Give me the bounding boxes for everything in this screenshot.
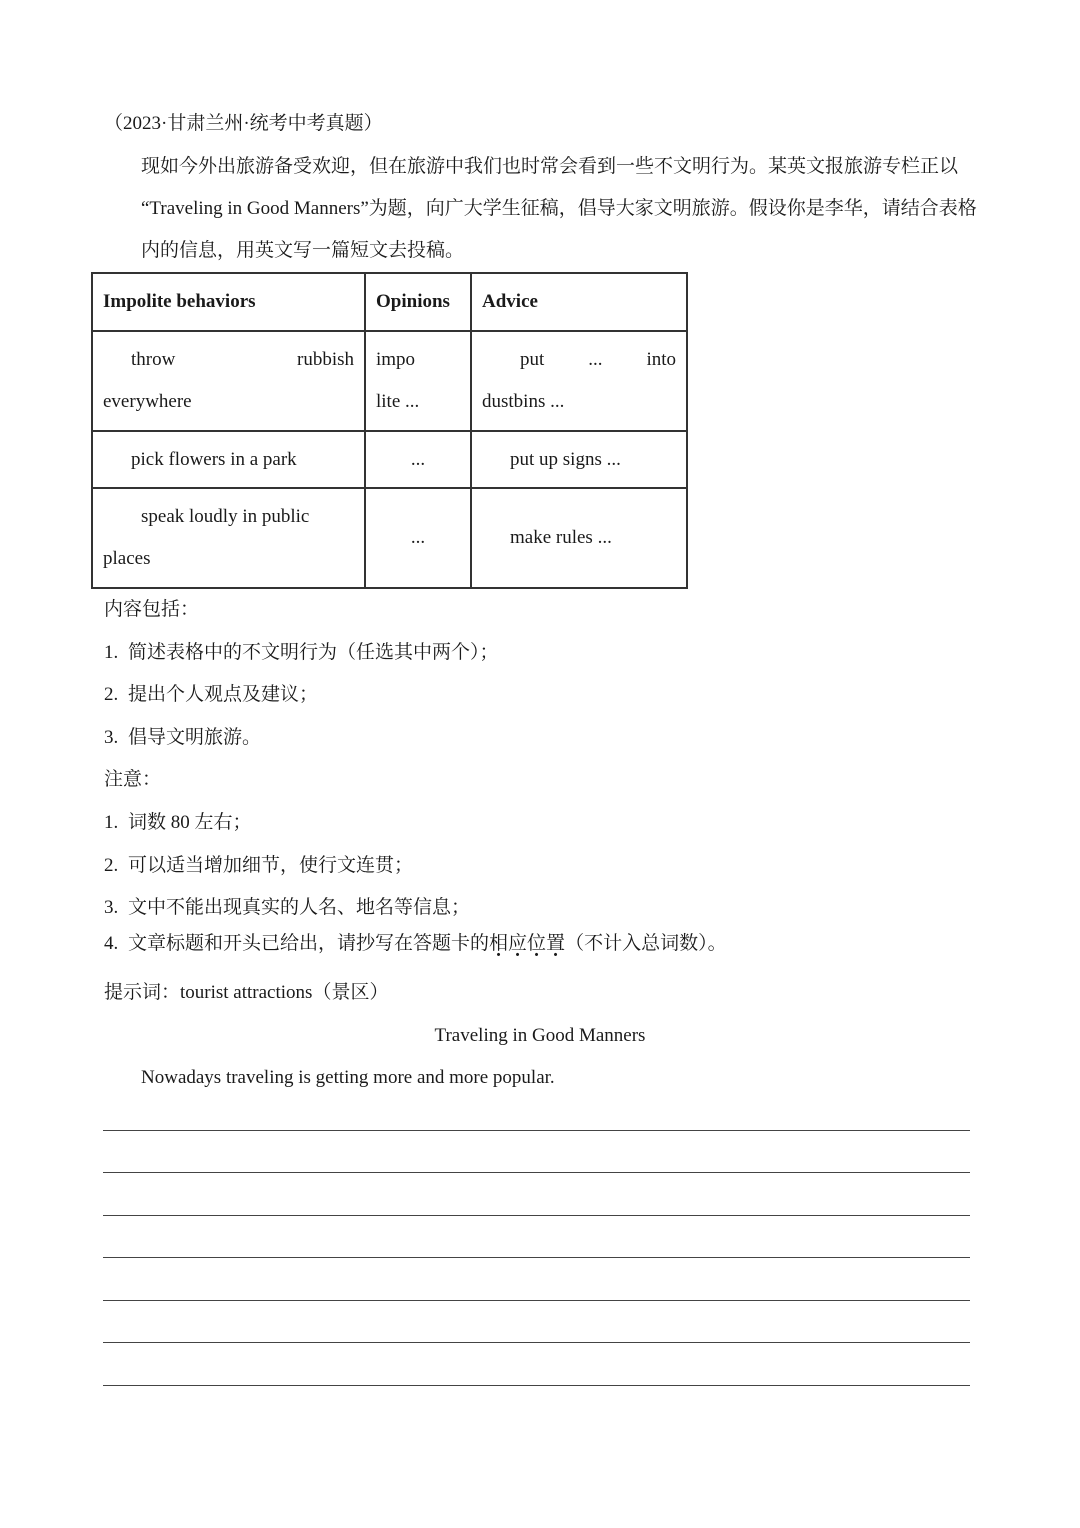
table-row [92,488,687,588]
advice-word: ... [588,349,603,370]
item-text: 词数 80 左右； [128,812,252,833]
item-text: 文中不能出现真实的人名、地名等信息； [128,897,471,918]
behavior-cell [92,488,365,588]
header-advice: Advice [471,273,687,331]
item-text: 提出个人观点及建议； [128,684,319,705]
item-text: 文章标题和开头已给出，请抄写在答题卡的 [128,933,490,954]
item-number: 1. [104,812,119,833]
item-number: 2. [104,684,119,705]
answer-line [103,1257,970,1258]
item-number: 3. [104,897,119,918]
behavior-part: places [103,548,151,569]
opinion-cell [365,331,471,431]
answer-line [103,1385,970,1386]
behavior-word: throw [131,349,176,370]
item-number: 4. [104,933,119,954]
emphasis-char: 置 [546,933,566,954]
advice-word: put [520,349,545,370]
opinion-cell: ... [365,488,471,588]
question-source: （2023·甘肃兰州·统考中考真题） [104,113,383,134]
emphasis-char: 应 [508,933,528,954]
table-row [92,431,687,488]
content-item [104,726,261,750]
intro-line-1: 现如今外出旅游备受欢迎，但在旅游中我们也时常会看到一些不文明行为。某英文报旅游专栏正以 [141,156,959,177]
answer-line [103,1172,970,1173]
opinion-part: lite ... [376,391,420,412]
opinion-part: impo [376,349,416,370]
behavior-part: speak loudly in public [141,506,310,527]
item-text: 简述表格中的不文明行为（任选其中两个）； [128,642,499,663]
table-row [92,331,687,431]
intro-line-3: 内的信息，用英文写一篇短文去投稿。 [141,240,465,261]
content-item [104,683,318,707]
emphasis-char: 位 [527,933,547,954]
item-text: 倡导文明旅游。 [128,727,262,748]
behavior-cell [92,331,365,431]
opinion-cell: ... [365,431,471,488]
content-heading: 内容包括： [104,599,200,620]
note-item [104,932,727,956]
header-opinions: Opinions [365,273,471,331]
essay-opening: Nowadays traveling is getting more and more popular. [141,1067,555,1088]
note-item [104,811,252,835]
emphasis-text [489,933,565,954]
behavior-word: rubbish [297,349,354,370]
answer-line [103,1130,970,1131]
item-text: 可以适当增加细节，使行文连贯； [128,855,414,876]
advice-cell [471,331,687,431]
behavior-word: everywhere [103,391,192,412]
hint-line: 提示词：tourist attractions（景区） [104,982,389,1003]
emphasis-char: 相 [489,933,509,954]
note-item [104,896,470,920]
answer-line [103,1215,970,1216]
advice-cell: make rules ... [471,488,687,588]
note-item [104,854,413,878]
essay-title: Traveling in Good Manners [434,1025,646,1046]
info-table [91,272,688,589]
item-number: 1. [104,642,119,663]
content-item [104,641,499,665]
item-number: 3. [104,727,119,748]
behavior-cell: pick flowers in a park [92,431,365,488]
advice-word: into [646,349,676,370]
item-text: （不计入总词数）。 [565,933,727,954]
answer-line [103,1342,970,1343]
answer-line [103,1300,970,1301]
advice-cell: put up signs ... [471,431,687,488]
notes-heading: 注意： [104,769,162,790]
advice-word: dustbins ... [482,391,565,412]
item-number: 2. [104,855,119,876]
intro-line-2: “Traveling in Good Manners”为题，向广大学生征稿，倡导大家文明旅游。假设你是李华，请结合表格 [141,198,977,219]
table-header-row [92,273,687,331]
header-behaviors: Impolite behaviors [92,273,365,331]
